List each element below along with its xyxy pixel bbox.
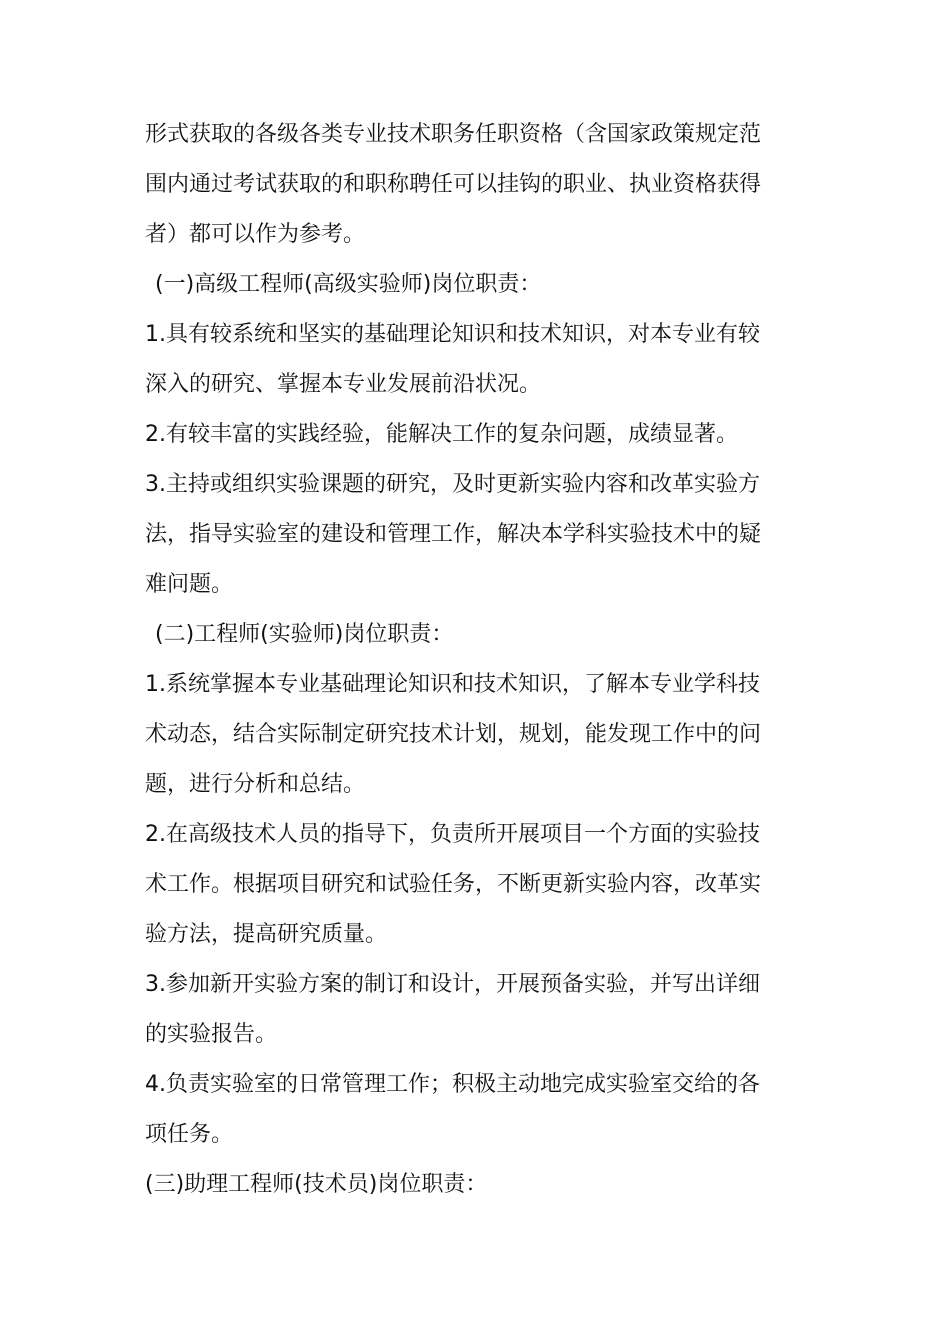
text-line: 3.主持或组织实验课题的研究，及时更新实验内容和改革实验方 xyxy=(145,472,760,497)
text-line: 术工作。根据项目研究和试验任务，不断更新实验内容，改革实 xyxy=(145,872,762,897)
text-line: 题，进行分析和总结。 xyxy=(145,772,366,797)
text-line: 项任务。 xyxy=(145,1122,234,1147)
document-body xyxy=(145,110,810,1210)
text-line: 3.参加新开实验方案的制订和设计，开展预备实验，并写出详细 xyxy=(145,972,760,997)
text-line: 2.在高级技术人员的指导下，负责所开展项目一个方面的实验技 xyxy=(145,822,760,847)
text-line: 法，指导实验室的建设和管理工作，解决本学科实验技术中的疑 xyxy=(145,522,762,547)
text-line: 深入的研究、掌握本专业发展前沿状况。 xyxy=(145,372,542,397)
section-heading-2: (二)工程师(实验师)岗位职责： xyxy=(155,622,454,647)
text-line: 4.负责实验室的日常管理工作；积极主动地完成实验室交给的各 xyxy=(145,1072,760,1097)
text-line: 难问题。 xyxy=(145,572,234,597)
section-heading-3: (三)助理工程师(技术员)岗位职责： xyxy=(145,1172,488,1197)
text-line: 的实验报告。 xyxy=(145,1022,278,1047)
text-line: 形式获取的各级各类专业技术职务任职资格（含国家政策规定范 xyxy=(145,122,762,147)
section-heading-1: (一)高级工程师(高级实验师)岗位职责： xyxy=(155,272,542,297)
text-line: 围内通过考试获取的和职称聘任可以挂钩的职业、执业资格获得 xyxy=(145,172,762,197)
text-line: 术动态，结合实际制定研究技术计划，规划，能发现工作中的问 xyxy=(145,722,762,747)
text-line: 验方法，提高研究质量。 xyxy=(145,922,388,947)
text-line: 者）都可以作为参考。 xyxy=(145,222,366,247)
text-line: 2.有较丰富的实践经验，能解决工作的复杂问题，成绩显著。 xyxy=(145,422,738,447)
text-line: 1.系统掌握本专业基础理论知识和技术知识，了解本专业学科技 xyxy=(145,672,760,697)
text-line: 1.具有较系统和坚实的基础理论知识和技术知识，对本专业有较 xyxy=(145,322,760,347)
